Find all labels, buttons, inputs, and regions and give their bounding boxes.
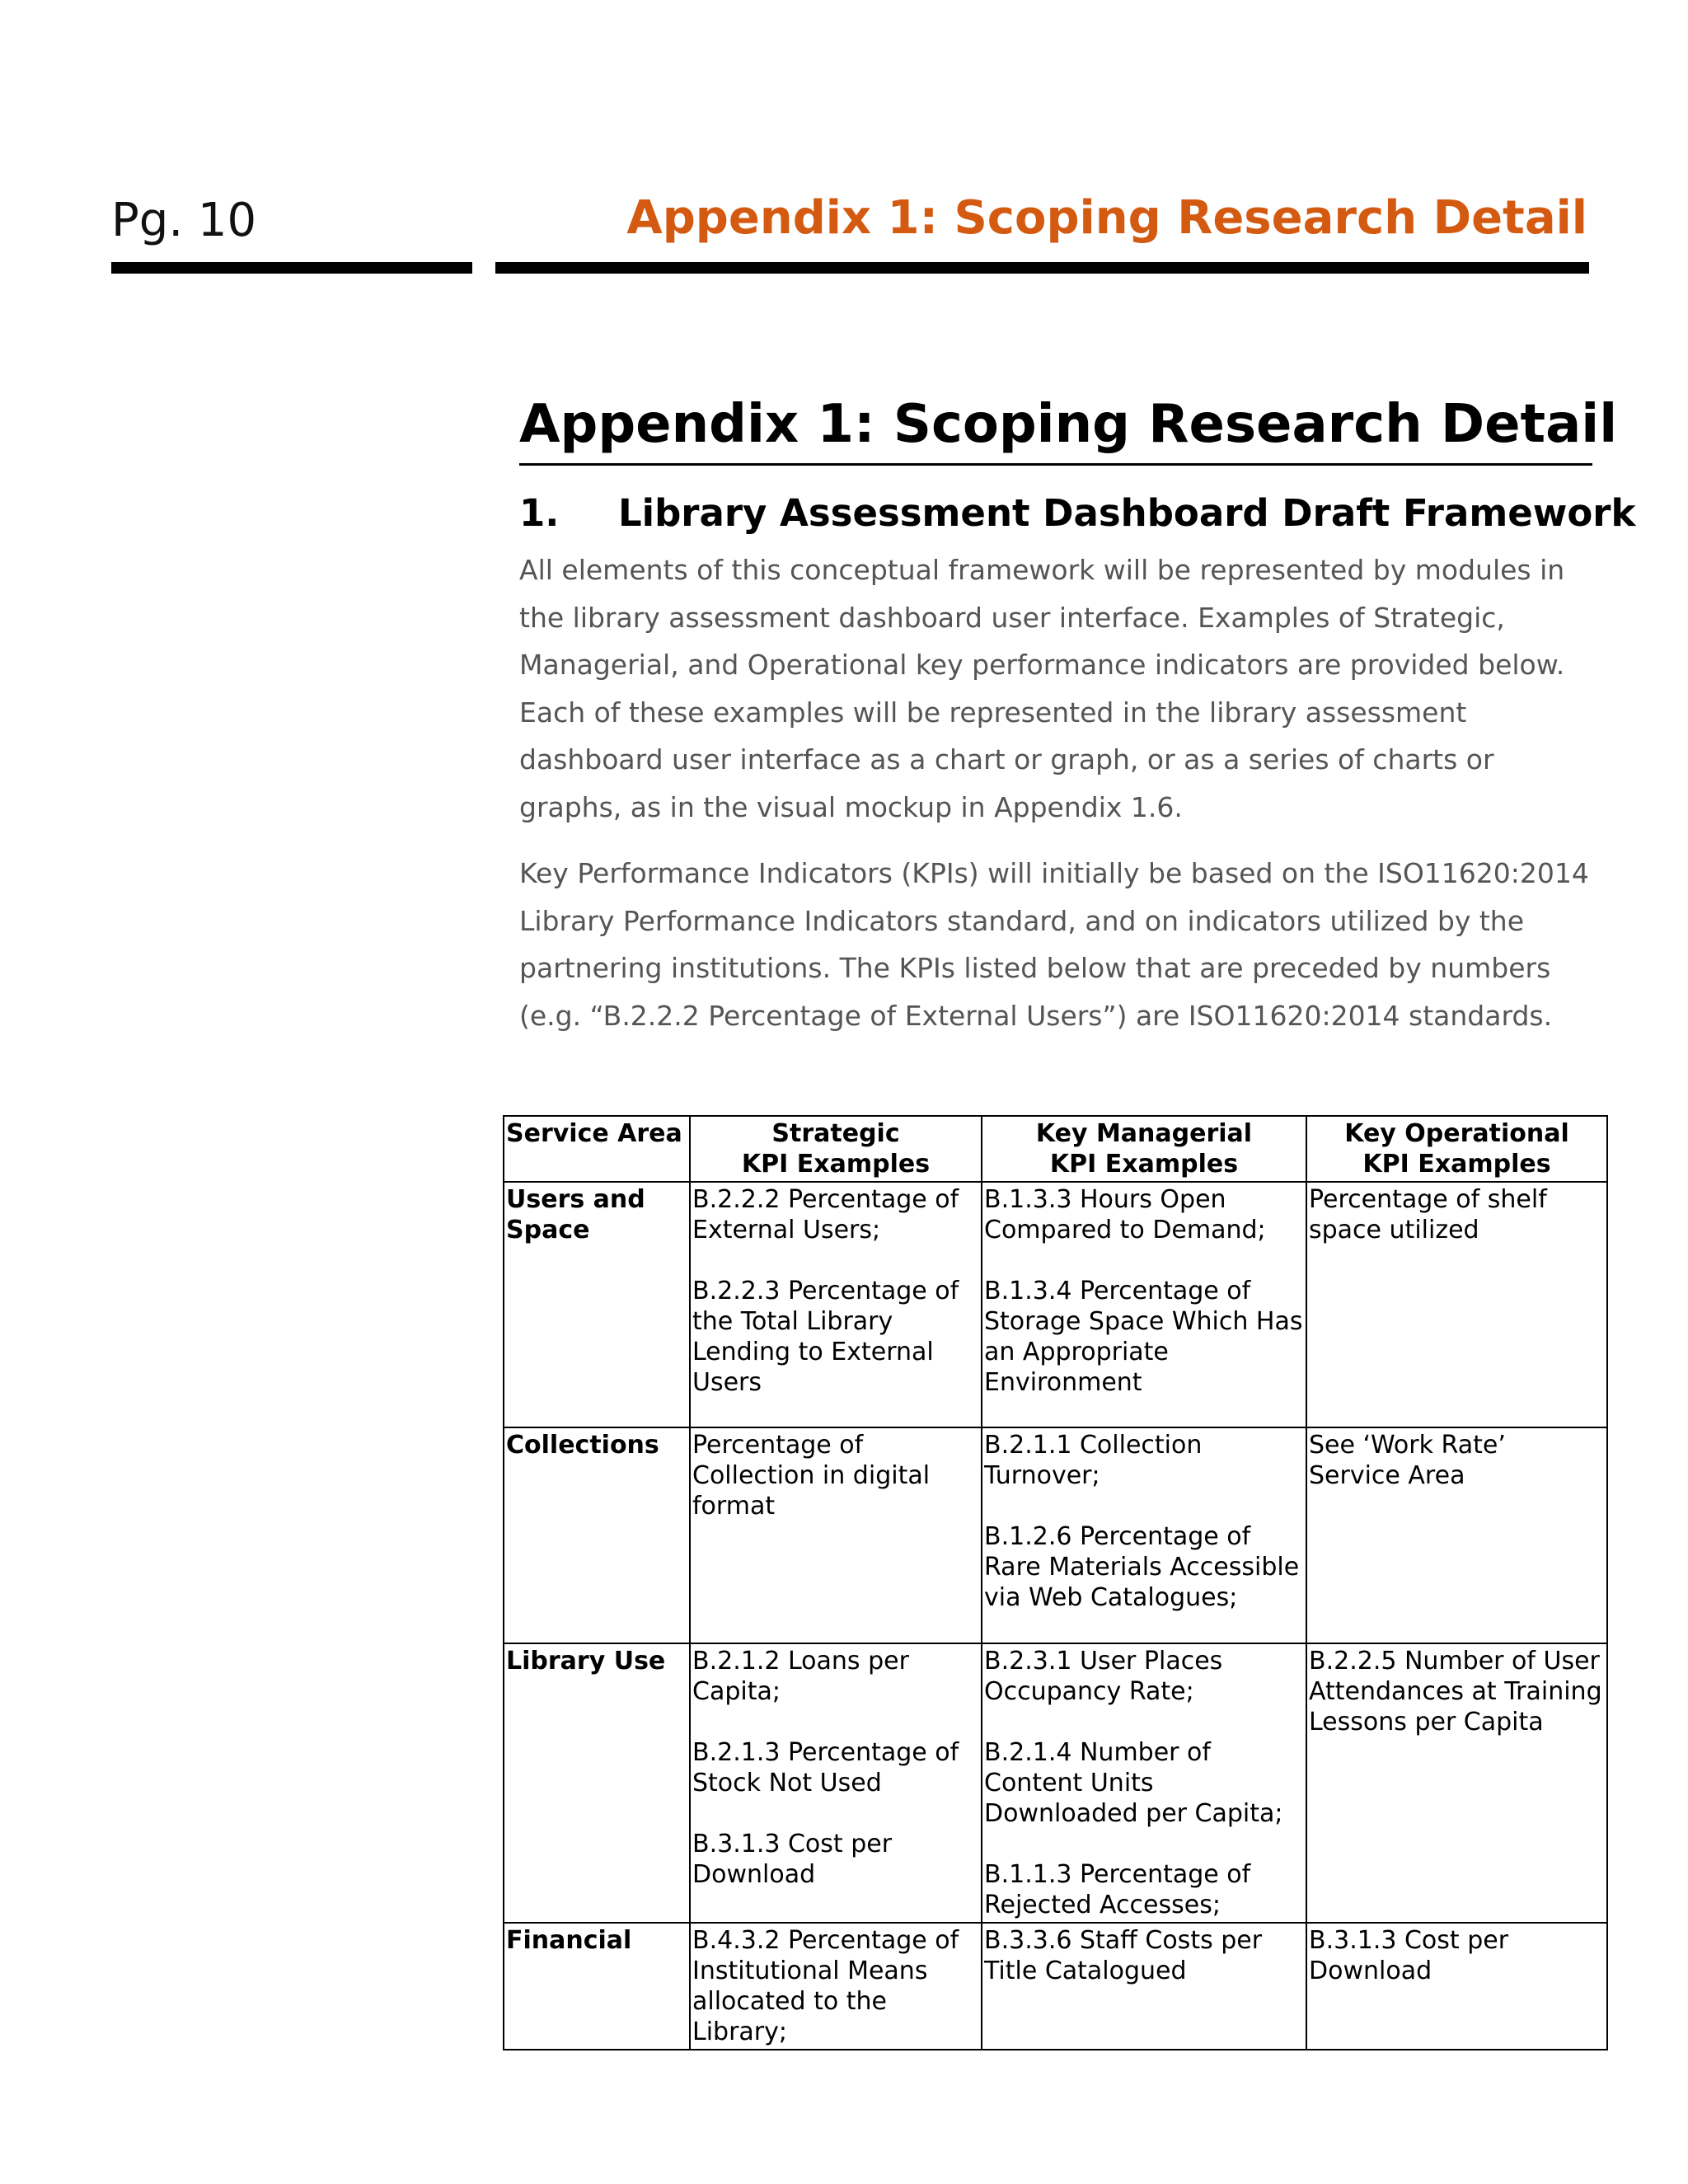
service-area-cell: Collections	[504, 1427, 690, 1643]
column-header-line: Strategic	[771, 1119, 900, 1148]
page-number: Pg. 10	[111, 194, 257, 247]
strategic-cell	[690, 1643, 982, 1923]
managerial-cell	[982, 1182, 1306, 1427]
table-row	[504, 1427, 1607, 1643]
kpi-table	[503, 1115, 1608, 2050]
kpi-item: B.1.3.3 Hours Open Compared to Demand;	[984, 1185, 1266, 1244]
kpi-item: B.2.2.2 Percentage of External Users;	[692, 1185, 959, 1244]
header-rule-left	[111, 262, 472, 274]
column-header-strategic	[690, 1116, 982, 1182]
table-row	[504, 1923, 1607, 2050]
kpi-item: B.2.1.3 Percentage of Stock Not Used	[692, 1738, 959, 1797]
operational-cell	[1306, 1923, 1607, 2050]
table-row	[504, 1643, 1607, 1923]
kpi-item: B.3.1.3 Cost per Download	[1309, 1926, 1509, 1985]
table-row	[504, 1182, 1607, 1427]
kpi-item: See ‘Work Rate’ Service Area	[1309, 1431, 1506, 1490]
section-title: Library Assessment Dashboard Draft Framework	[618, 491, 1636, 535]
column-header-operational	[1306, 1116, 1607, 1182]
kpi-item: B.2.3.1 User Places Occupancy Rate;	[984, 1647, 1223, 1706]
column-header-managerial	[982, 1116, 1306, 1182]
column-header-line: Service Area	[506, 1119, 682, 1148]
managerial-cell	[982, 1427, 1306, 1643]
operational-cell	[1306, 1643, 1607, 1923]
kpi-item: Percentage of Collection in digital format	[692, 1431, 931, 1521]
header-title: Appendix 1: Scoping Research Detail	[626, 191, 1587, 245]
service-area-cell: Financial	[504, 1923, 690, 2050]
kpi-item: B.1.3.4 Percentage of Storage Space Which Has an Appropriate Environment	[984, 1277, 1303, 1397]
column-header-line: Key Managerial	[1035, 1119, 1253, 1148]
kpi-item: B.2.2.3 Percentage of the Total Library Lending to External Users	[692, 1277, 959, 1397]
operational-cell	[1306, 1182, 1607, 1427]
column-header-line: Key Operational	[1344, 1119, 1569, 1148]
service-area-cell: Library Use	[504, 1643, 690, 1923]
kpi-item: Percentage of shelf space utilized	[1309, 1185, 1547, 1244]
kpi-item: B.2.1.1 Collection Turnover;	[984, 1431, 1203, 1490]
main-content	[519, 387, 1636, 1039]
column-header-line: KPI Examples	[741, 1150, 931, 1179]
table-header-row	[504, 1116, 1607, 1182]
column-header-line: KPI Examples	[1362, 1150, 1551, 1179]
header-rule-right	[495, 262, 1589, 274]
kpi-item: B.1.1.3 Percentage of Rejected Accesses;	[984, 1860, 1251, 1919]
kpi-item: B.2.2.5 Number of User Attendances at Training Lessons per Capita	[1309, 1647, 1602, 1736]
kpi-item: B.3.1.3 Cost per Download	[692, 1830, 893, 1889]
managerial-cell	[982, 1923, 1306, 2050]
strategic-cell	[690, 1182, 982, 1427]
strategic-cell	[690, 1427, 982, 1643]
intro-paragraph: All elements of this conceptual framework will be represented by modules in the library assessment dashboard user interface. Examples of Strategic, Managerial, and Operational key performance indicators are provided below. Each of these examples will be represented in the library assessment dashboard user interface as a chart or graph, or as a series of charts or graphs, as in the visual mockup in Appendix 1.6.	[519, 554, 1565, 823]
section-heading	[519, 489, 1636, 538]
kpi-item: B.2.1.4 Number of Content Units Downloaded per Capita;	[984, 1738, 1283, 1828]
column-header-service-area	[504, 1116, 690, 1182]
service-area-cell: Users and Space	[504, 1182, 690, 1427]
kpi-item: B.4.3.2 Percentage of Institutional Means allocated to the Library;	[692, 1926, 959, 2046]
section-number: 1.	[519, 491, 560, 535]
page-title: Appendix 1: Scoping Research Detail	[519, 387, 1592, 466]
column-header-line: KPI Examples	[1049, 1150, 1239, 1179]
operational-cell	[1306, 1427, 1607, 1643]
kpi-item: B.3.3.6 Staff Costs per Title Catalogued	[984, 1926, 1263, 1985]
managerial-cell	[982, 1643, 1306, 1923]
kpi-item: B.2.1.2 Loans per Capita;	[692, 1647, 909, 1706]
strategic-cell	[690, 1923, 982, 2050]
kpi-paragraph: Key Performance Indicators (KPIs) will initially be based on the ISO11620:2014 Library Performance Indicators standard, and on indicators utilized by the partnering institutions. The KPIs listed below that are preceded by numbers (e.g. “B.2.2.2 Percentage of External Users”) are ISO11620:2014 standards.	[519, 857, 1589, 1032]
kpi-item: B.1.2.6 Percentage of Rare Materials Accessible via Web Catalogues;	[984, 1522, 1300, 1612]
